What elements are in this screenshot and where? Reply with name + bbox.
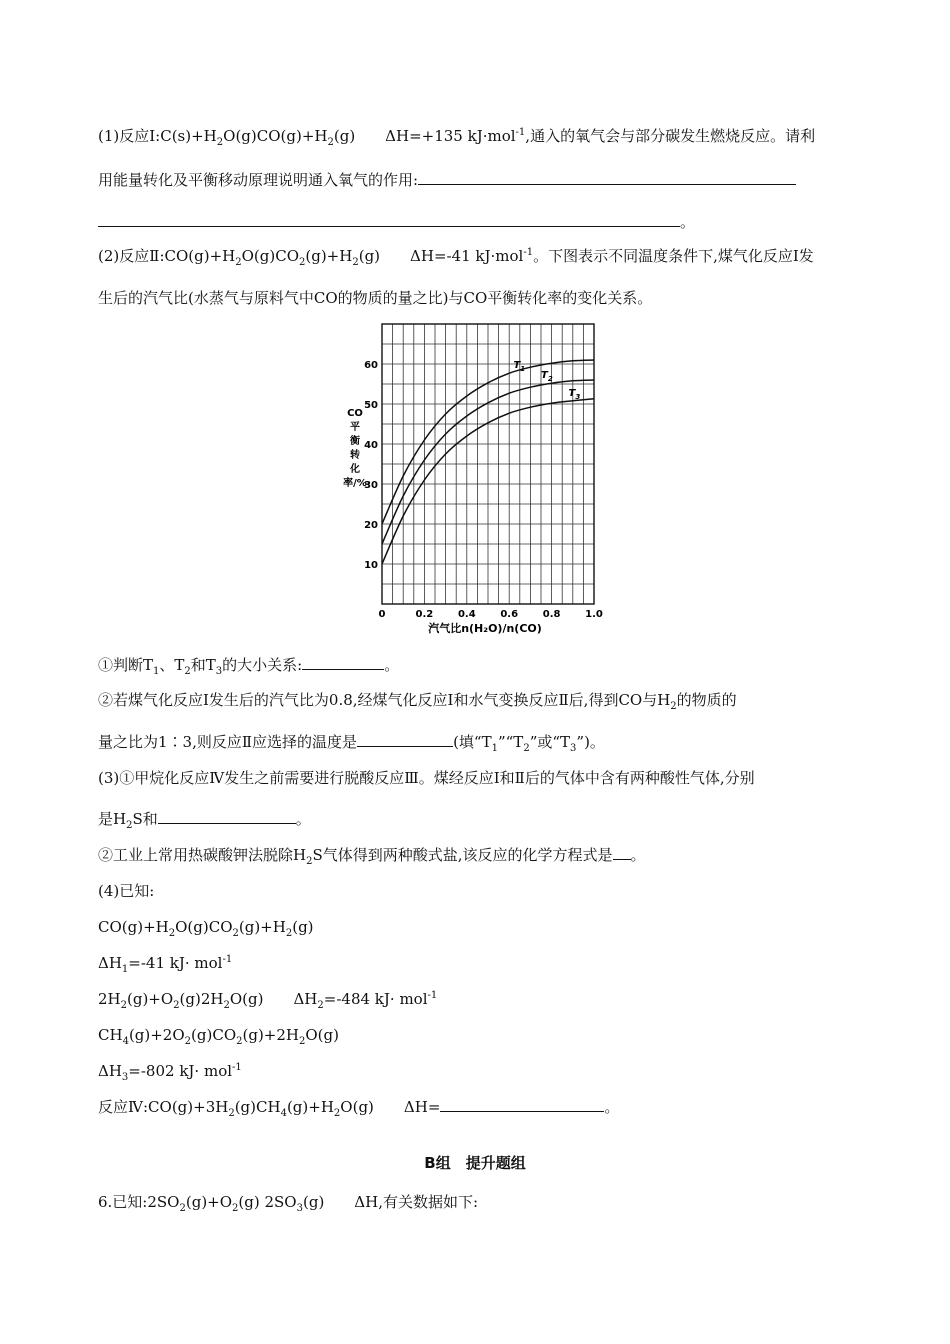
y-label-char: 化	[350, 464, 360, 475]
q4-eq3: $CH_4(g)+2O_2(g)CO_2(g)+2H_2O(g)$	[98, 1026, 339, 1047]
q4-title: (4)已知:	[98, 882, 155, 900]
y-label-char: 率/%	[343, 478, 367, 489]
q4-dh1: $\Delta H_1=-41$ kJ· mol$^{-1}$	[98, 954, 233, 975]
co-conversion-chart	[340, 318, 620, 638]
q2-sub2-line1: ②若煤气化反应Ⅰ发生后的汽气比为0.8,经煤气化反应Ⅰ和水气变换反应Ⅱ后,得到CO与$H_2$的物质的	[98, 691, 737, 712]
q2-line1: (2)反应$Ⅱ:CO(g)+H_2O(g)CO_2(g)+H_2(g)$ ΔH=-41 kJ·mol$^{-1}$。下图表示不同温度条件下,煤气化反应Ⅰ发	[98, 247, 814, 268]
x-tick-label: 0.8	[542, 609, 561, 620]
x-tick-label: 0	[378, 609, 386, 620]
q3-line3: ②工业上常用热碳酸钾法脱除$H_2S$气体得到两种酸式盐,该反应的化学方程式是 。	[98, 846, 646, 867]
y-tick-label: 50	[364, 400, 378, 411]
section-title: B组 提升题组	[424, 1154, 526, 1172]
y-tick-label: 20	[364, 520, 378, 531]
q6-line1: 6.已知$:2SO_2(g)+O_2(g)$ $2SO_3(g)$ ΔH,有关数据如下:	[98, 1193, 479, 1214]
q1-line3: 。	[98, 212, 695, 232]
answer-blank[interactable]	[158, 809, 296, 824]
chart-grid	[382, 324, 594, 604]
y-tick-label: 30	[364, 480, 378, 491]
chart-x-axis-label: 汽气比n(H₂O)/n(CO)	[428, 622, 542, 635]
y-label-char: 平	[350, 422, 360, 433]
answer-blank[interactable]	[98, 212, 680, 227]
x-tick-label: 0.4	[457, 609, 476, 620]
answer-blank[interactable]	[357, 732, 453, 747]
q4-eq1: $CO(g)+H_2O(g)CO_2(g)+H_2(g)$	[98, 918, 314, 939]
x-tick-label: 1.0	[585, 609, 603, 620]
x-tick-label: 0.6	[500, 609, 519, 620]
answer-blank[interactable]	[302, 655, 384, 670]
q4-dh3: $\Delta H_3=-802$ kJ· mol$^{-1}$	[98, 1062, 242, 1083]
answer-blank[interactable]	[418, 170, 796, 185]
q4-reaction4: 反应$Ⅳ:CO(g)+3H_2(g)CH_4(g)+H_2O(g)$ ΔH= 。	[98, 1098, 620, 1119]
series-label-t2: $T_2$	[541, 370, 553, 384]
answer-blank[interactable]	[613, 845, 631, 860]
answer-blank[interactable]	[440, 1097, 604, 1112]
y-tick-label: 60	[364, 360, 378, 371]
q2-line2: 生后的汽气比(水蒸气与原料气中CO的物质的量之比)与CO平衡转化率的变化关系。	[98, 289, 653, 307]
series-label-t3: $T_3$	[568, 387, 581, 401]
q2-sub2-line2: 量之比为1∶3,则反应Ⅱ应选择的温度是 (填“$T_1”“T_2$”或“$T_3$”)。	[98, 733, 605, 754]
y-label-char: 转	[350, 450, 360, 461]
chart-axes	[364, 324, 603, 620]
x-tick-label: 0.2	[415, 609, 434, 620]
y-tick-label: 40	[364, 440, 378, 451]
y-label-char: 衡	[350, 436, 360, 447]
q1-line1: (1)反应$Ⅰ:C(s)+H_2O(g)CO(g)+H_2(g)$ ΔH=+135 kJ·mol$^{-1}$,通入的氧气会与部分碳发生燃烧反应。请利	[98, 127, 816, 148]
q3-line1: (3)①甲烷化反应Ⅳ发生之前需要进行脱酸反应Ⅲ。煤经反应Ⅰ和Ⅱ后的气体中含有两种酸性气体,分别	[98, 769, 755, 787]
q3-line2: 是$H_2S$和 。	[98, 810, 311, 831]
series-label-t1: $T_1$	[513, 360, 526, 374]
q4-eq2: $2H_2(g)+O_2(g)2H_2O(g)$ $\Delta H_2=-484$ kJ· mol$^{-1}$	[98, 990, 438, 1011]
q1-line2: 用能量转化及平衡移动原理说明通入氧气的作用:	[98, 170, 796, 190]
q2-sub1: ①判断$T_1$、$T_2$和$T_3$的大小关系: 。	[98, 656, 400, 677]
y-tick-label: 10	[364, 560, 378, 571]
y-label-char: CO	[347, 408, 363, 419]
